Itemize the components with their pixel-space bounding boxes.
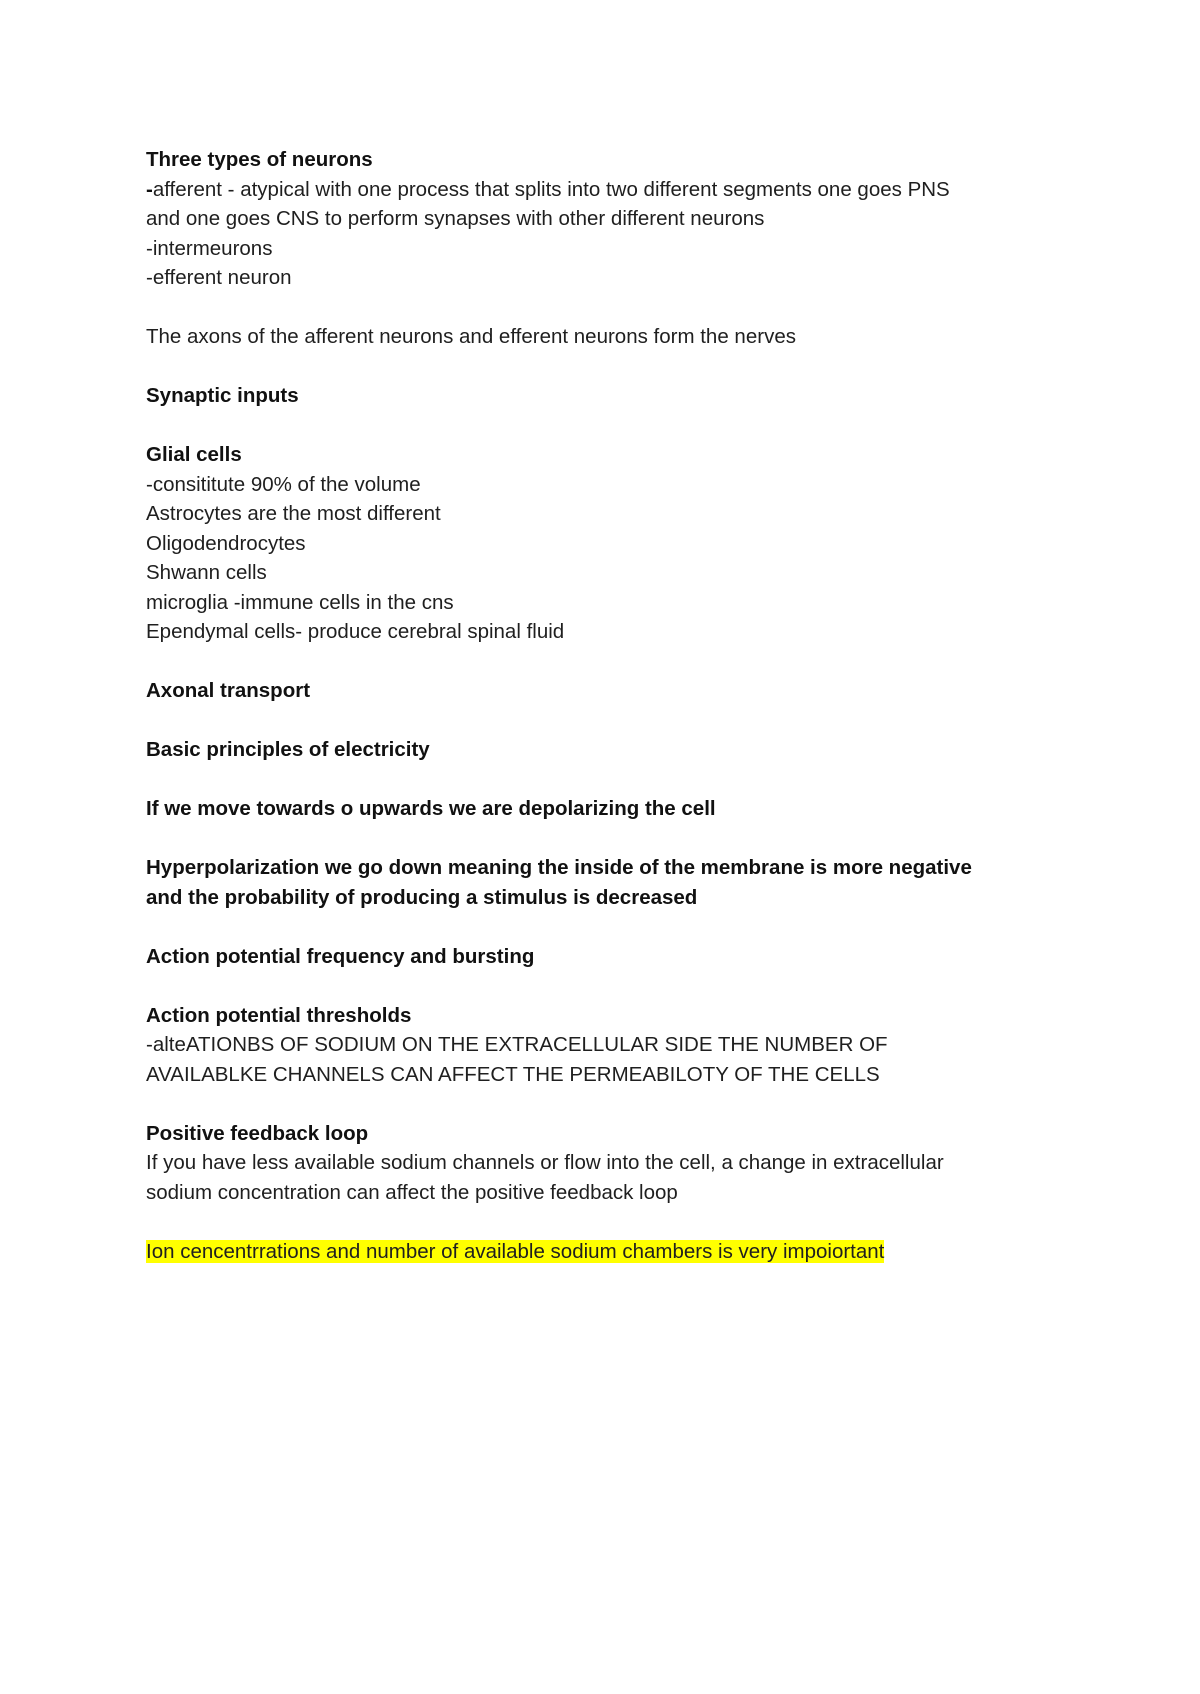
heading-positive-feedback-loop: Positive feedback loop <box>146 1121 369 1145</box>
glial-item: Oligodendrocytes <box>146 531 306 555</box>
blank-line <box>146 765 1066 795</box>
heading-three-types-of-neurons: Three types of neurons <box>146 148 373 171</box>
blank-line <box>146 706 1066 736</box>
blank-line <box>146 824 1066 854</box>
axons-sentence: The axons of the afferent neurons and efferent neurons form the nerves <box>146 325 796 348</box>
thresholds-line-2: AVAILABLKE CHANNELS CAN AFFECT THE PERMEABILOTY OF THE CELLS <box>146 1062 880 1086</box>
blank-line <box>146 1207 1066 1237</box>
blank-line <box>146 293 1066 323</box>
thresholds-line-1: -alteATIONBS OF SODIUM ON THE EXTRACELLULAR SIDE THE NUMBER OF <box>146 1033 888 1056</box>
glial-item: -consititute 90% of the volume <box>146 472 421 496</box>
blank-line <box>146 912 1066 942</box>
blank-line <box>146 971 1066 1001</box>
hyperpolarization-line-1: Hyperpolarization we go down meaning the inside of the membrane is more negative <box>146 856 972 879</box>
afferent-text: afferent - atypical with one process that splits into two different segments one goes PNS <box>152 177 950 201</box>
afferent-line-2: and one goes CNS to perform synapses with other different neurons <box>146 207 765 230</box>
feedback-line-2: sodium concentration can affect the positive feedback loop <box>146 1180 678 1204</box>
afferent-line-1 <box>146 175 1066 205</box>
feedback-line-1: If you have less available sodium channels or flow into the cell, a change in extracellular <box>146 1151 944 1174</box>
blank-line <box>146 352 1066 382</box>
blank-line <box>146 411 1066 441</box>
blank-line <box>146 647 1066 677</box>
heading-basic-principles-electricity: Basic principles of electricity <box>146 738 430 761</box>
heading-glial-cells: Glial cells <box>146 443 242 466</box>
efferent-line: -efferent neuron <box>146 266 292 289</box>
afferent-dash: - <box>146 177 153 201</box>
highlighted-text: Ion cencentrrations and number of available sodium chambers is very impoiortant <box>146 1239 885 1263</box>
heading-axonal-transport: Axonal transport <box>146 679 311 702</box>
heading-synaptic-inputs: Synaptic inputs <box>146 384 299 407</box>
highlighted-line <box>146 1237 1066 1267</box>
document-body <box>146 145 1066 1266</box>
glial-item: Shwann cells <box>146 561 267 584</box>
heading-action-potential-thresholds: Action potential thresholds <box>146 1003 412 1027</box>
glial-item: microglia -immune cells in the cns <box>146 590 454 614</box>
blank-line <box>146 1089 1066 1119</box>
depolarizing-statement: If we move towards o upwards we are depolarizing the cell <box>146 797 716 820</box>
interneurons-line: -intermeurons <box>146 236 273 260</box>
hyperpolarization-line-2: and the probability of producing a stimulus is decreased <box>146 885 698 909</box>
glial-item: Ependymal cells- produce cerebral spinal fluid <box>146 620 565 643</box>
glial-item: Astrocytes are the most different <box>146 502 441 525</box>
heading-action-potential-frequency: Action potential frequency and bursting <box>146 944 535 968</box>
